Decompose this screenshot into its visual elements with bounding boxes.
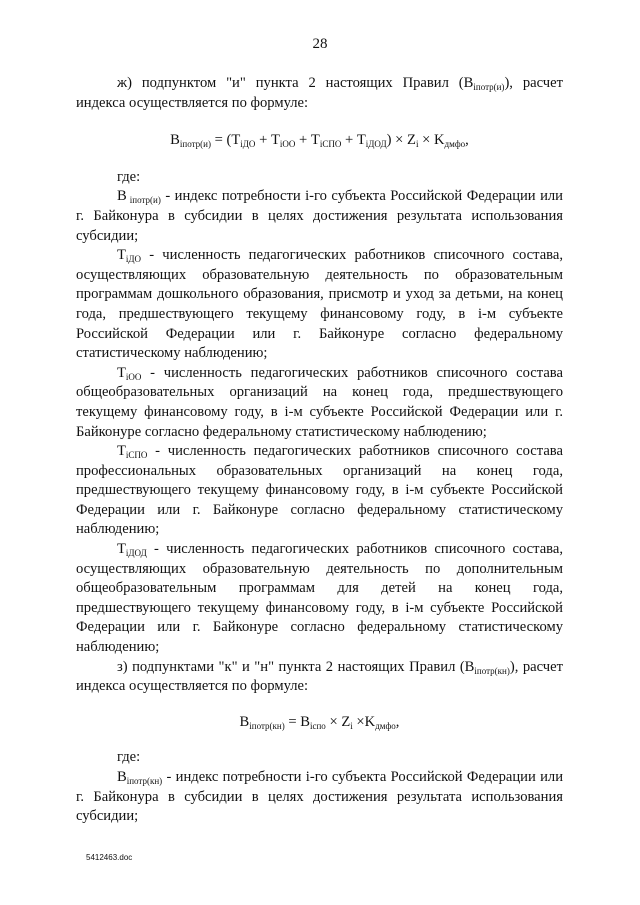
text: ), расчет индекса осуществляется по формуле: (76, 658, 563, 695)
page-number: 28 (312, 36, 328, 52)
text: T (117, 541, 126, 558)
formula-text: ) × Z (386, 132, 416, 149)
text: - индекс потребности i-го субъекта Российской Федерации или г. Байконура в субсидии в целях достижения результата использования субсидии; (76, 188, 563, 244)
text: T (117, 247, 126, 264)
file-name-footer: 5412463.doc (86, 853, 133, 862)
definition-t-ispo (76, 442, 563, 540)
definition-b-potr-i (76, 187, 563, 246)
subscript: iСПО (125, 450, 148, 461)
formula-text: , (465, 132, 469, 149)
text: - численность педагогических работников списочного состава, осуществляющих образовательную деятельность по дополнительным общеобразовательным программам для детей на конец года, предшествующего текущему финансовому году, в i-м субъекте Российской Федерации или г. Байконуре согласно федеральному статистическому наблюдению; (76, 541, 563, 656)
text: ), расчет индекса осуществляется по формуле: (76, 75, 563, 111)
formula-sub: дмфо (444, 139, 466, 150)
subscript: iпотр(кн) (126, 776, 163, 786)
text: ж) подпунктом "и" пункта 2 настоящих Правил (B (117, 75, 474, 91)
text: - индекс потребности i-го субъекта Российской Федерации или г. Байконура в субсидии в целях достижения результата использования субсидии; (76, 769, 563, 825)
formula-sub: i (415, 139, 419, 150)
text: T (117, 364, 126, 381)
text: B (117, 188, 127, 205)
definition-t-idod (76, 540, 563, 658)
subscript: iОО (125, 371, 142, 382)
formula-text: = B (284, 713, 310, 730)
formula-sub: iОО (279, 139, 296, 150)
paragraph-zh (76, 74, 563, 113)
document-body (76, 74, 563, 827)
definition-t-ido (76, 246, 563, 364)
subscript: iДОД (125, 548, 147, 559)
formula-text: × K (418, 132, 445, 149)
definition-b-potr-kn (76, 768, 563, 827)
text: - численность педагогических работников списочного состава, осуществляющих образовательную деятельность по образовательным программам дошкольного образования, присмотр и уход за детьми, на конец года, предшествующего текущему финансовому году, в i-м субъекте Российской Федерации или г. Байконуре согласно федеральному статистическому наблюдению; (76, 247, 563, 362)
where-label: где: (117, 749, 141, 766)
formula-sub: iспо (309, 720, 326, 731)
formula-text: + T (255, 132, 280, 149)
formula-text: = (T (210, 132, 241, 149)
formula-sub: iДО (240, 139, 256, 150)
formula-sub: iДОД (365, 139, 387, 150)
formula-sub: iСПО (319, 139, 342, 150)
subscript: iДО (125, 254, 142, 265)
formula-text: + T (295, 132, 320, 149)
formula-text: B (170, 132, 180, 149)
formula-2 (76, 713, 563, 733)
formula-text: × Z (325, 713, 351, 730)
formula-text: + T (341, 132, 366, 149)
subscript: iпотр(и) (126, 195, 161, 206)
paragraph-z (76, 658, 563, 697)
formula-sub: i (350, 720, 353, 731)
formula-sub: iпотр(и) (179, 139, 211, 150)
subscript: iпотр(и) (473, 82, 505, 92)
formula-text: , (395, 713, 400, 730)
where-label: где: (117, 168, 141, 185)
text: з) подпунктами "к" и "н" пункта 2 настоящих Правил (B (117, 658, 475, 675)
formula-sub: iпотр(кн) (249, 720, 285, 731)
text: B (117, 769, 127, 785)
definition-t-ioo (76, 364, 563, 442)
text: - численность педагогических работников списочного состава общеобразовательных организаций на конец года, предшествующего текущему финансовому году, в i-м субъекте Российской Федерации или г. Байконуре согласно федеральному статистическому наблюдению; (76, 364, 563, 440)
formula-sub: дмфо (375, 720, 396, 731)
formula-text: ×K (352, 713, 376, 730)
text: T (117, 443, 126, 460)
subscript: iпотр(кн) (474, 665, 510, 676)
formula-text: B (239, 713, 250, 730)
formula-1 (76, 131, 563, 151)
text: - численность педагогических работников списочного состава профессиональных образовательных организаций на конец года, предшествующего текущему финансовому году, в i-м субъекте Российской Федерации или г. Байконуре согласно федеральному статистическому наблюдению; (76, 443, 563, 538)
